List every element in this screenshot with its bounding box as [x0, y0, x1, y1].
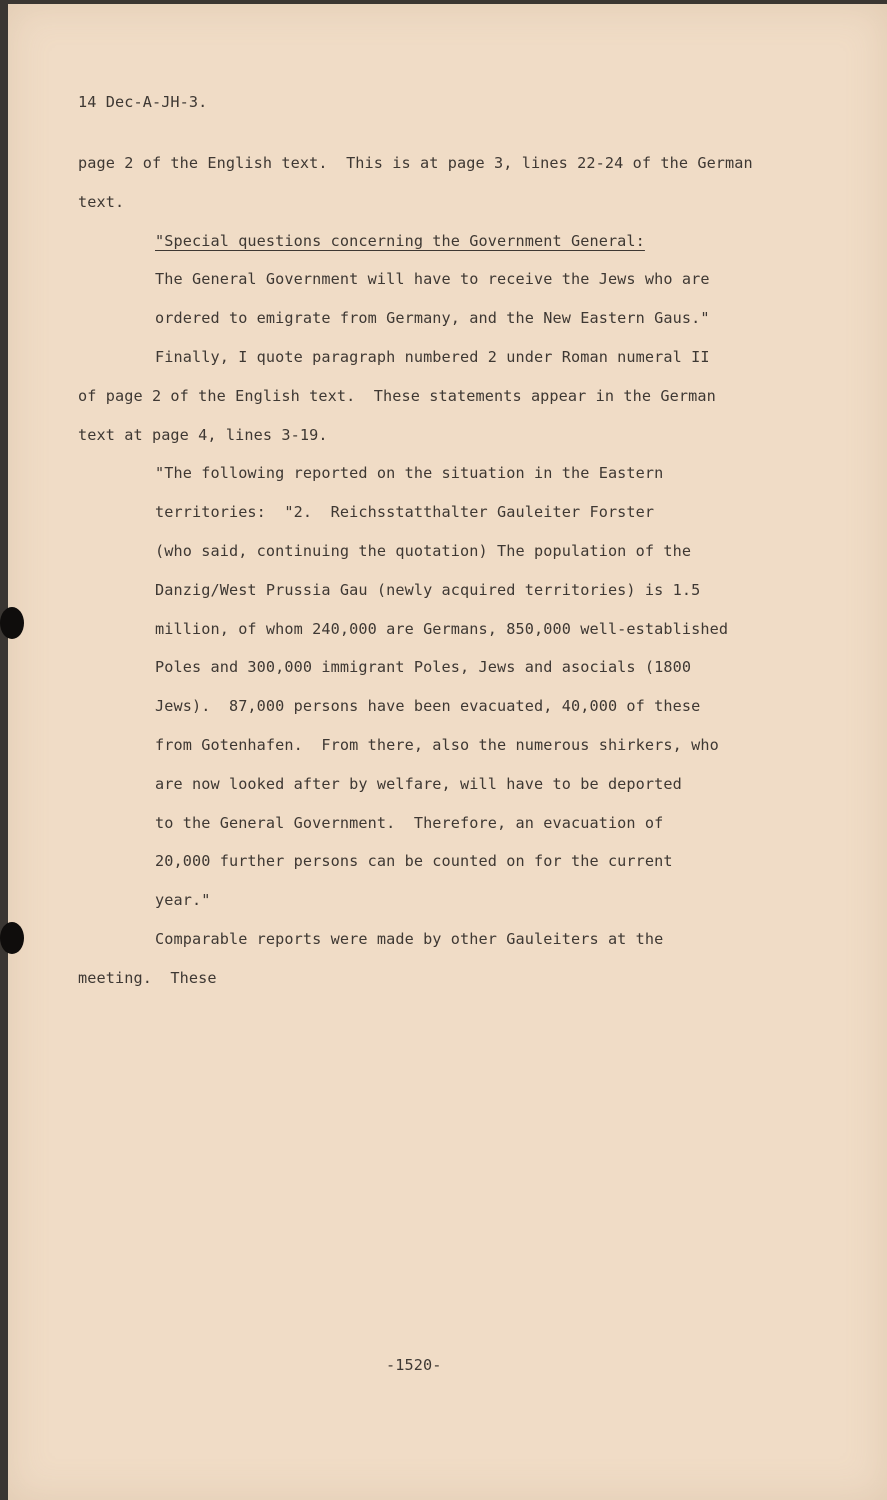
- text-line: Finally, I quote paragraph numbered 2 under Roman numeral II: [155, 348, 710, 366]
- text-line: to the General Government. Therefore, an evacuation of: [155, 813, 664, 832]
- text-line: 20,000 further persons can be counted on for the current: [155, 852, 673, 871]
- text-line: Comparable reports were made by other Gauleiters at the: [155, 930, 664, 948]
- text-line: million, of whom 240,000 are Germans, 850,000 well-established: [155, 619, 729, 638]
- text-line: territories: "2. Reichsstatthalter Gauleiter Forster: [155, 503, 655, 522]
- text-line: text at page 4, lines 3-19.: [78, 425, 328, 444]
- text-line: year.": [155, 891, 211, 910]
- document-page: [8, 4, 887, 1500]
- page-number: -1520-: [386, 1356, 442, 1374]
- text-line: text.: [78, 192, 125, 211]
- text-line: are now looked after by welfare, will have to be deported: [155, 774, 682, 793]
- page-header: 14 Dec-A-JH-3.: [78, 93, 208, 111]
- text-line: The General Government will have to receive the Jews who are: [155, 270, 710, 289]
- text-line: ordered to emigrate from Germany, and the New Eastern Gaus.": [155, 309, 710, 328]
- punch-hole: [0, 607, 24, 639]
- text-line: Jews). 87,000 persons have been evacuated, 40,000 of these: [155, 697, 701, 716]
- text-line: "The following reported on the situation in the Eastern: [155, 464, 664, 483]
- text-line: meeting. These: [78, 968, 217, 987]
- text-line: from Gotenhafen. From there, also the numerous shirkers, who: [155, 736, 719, 754]
- text-line: Poles and 300,000 immigrant Poles, Jews and asocials (1800: [155, 658, 692, 677]
- punch-hole: [0, 922, 24, 954]
- text-line: of page 2 of the English text. These statements appear in the German: [78, 386, 716, 405]
- text-line: "Special questions concerning the Government General:: [155, 231, 645, 250]
- text-line: page 2 of the English text. This is at page 3, lines 22-24 of the German: [78, 154, 753, 172]
- text-line: Danzig/West Prussia Gau (newly acquired territories) is 1.5: [155, 580, 701, 599]
- text-line: (who said, continuing the quotation) The population of the: [155, 542, 692, 560]
